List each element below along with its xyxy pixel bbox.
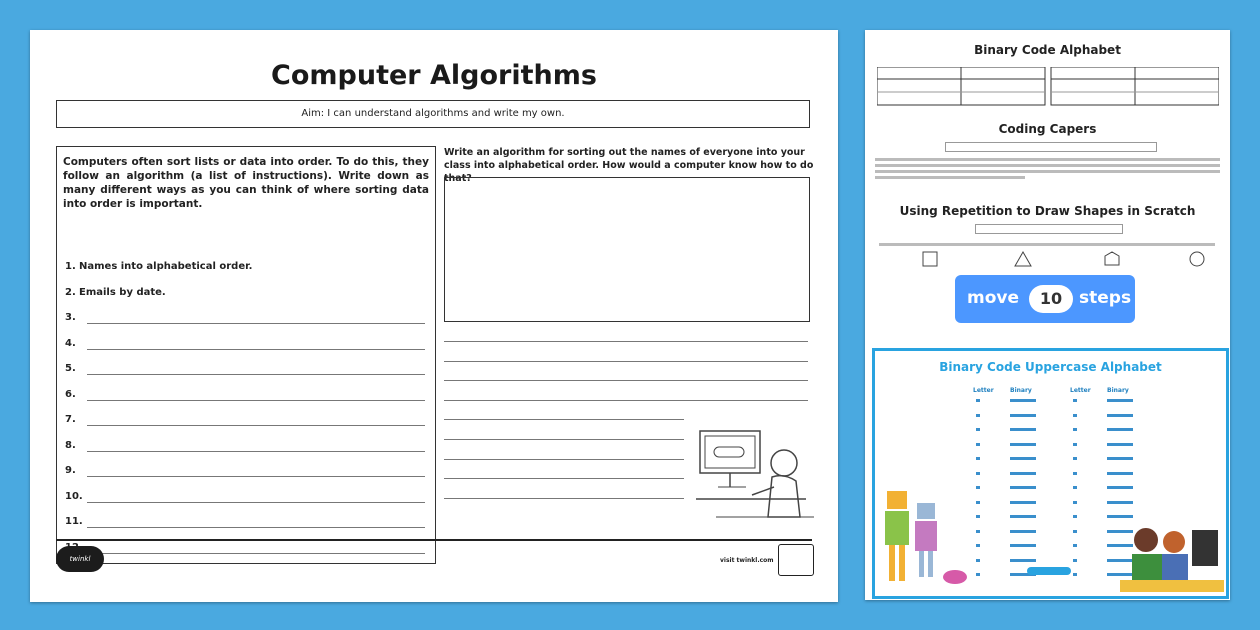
col-header-binary-1: Binary <box>1010 387 1032 394</box>
list-item-number: 5. <box>65 363 76 374</box>
binary-table-cell <box>976 414 980 417</box>
algorithm-answer-line[interactable] <box>444 380 808 381</box>
binary-table-cell <box>1073 457 1077 460</box>
binary-table-cell <box>1073 428 1077 431</box>
list-item-number: 9. <box>65 465 76 476</box>
binary-table-thumbnail <box>877 67 1219 107</box>
binary-table-cell <box>976 457 980 460</box>
aim-box: Aim: I can understand algorithms and write my own. <box>56 100 810 128</box>
binary-table-cell <box>976 472 980 475</box>
binary-table-cell <box>1010 472 1036 475</box>
binary-table-cell <box>1107 472 1133 475</box>
algorithm-answer-line[interactable] <box>444 439 684 440</box>
binary-table-cell <box>1010 501 1036 504</box>
list-item-number: 1. <box>65 261 76 272</box>
binary-alphabet-title: Binary Code Alphabet <box>974 43 1121 57</box>
binary-table-cell <box>1073 559 1077 562</box>
col-header-binary-2: Binary <box>1107 387 1129 394</box>
list-item-number: 4. <box>65 337 76 349</box>
binary-table-cell <box>1073 443 1077 446</box>
footer-url: visit twinkl.com <box>720 557 774 564</box>
col-header-letter-1: Letter <box>973 387 994 394</box>
binary-table-cell <box>976 573 980 576</box>
footer-divider <box>56 539 812 541</box>
answer-line-input[interactable] <box>87 400 425 401</box>
algorithm-answer-line[interactable] <box>444 400 808 401</box>
binary-table-cell <box>1107 486 1133 489</box>
binary-table-cell <box>1107 414 1133 417</box>
binary-table-cell <box>1010 399 1036 402</box>
list-item-number: 8. <box>65 439 76 451</box>
binary-table-cell <box>1010 530 1036 533</box>
binary-table-cell <box>976 486 980 489</box>
algorithm-answer-line[interactable] <box>444 361 808 362</box>
steps-word: steps <box>1079 288 1132 308</box>
binary-table-cell <box>1107 501 1133 504</box>
move-steps-block[interactable] <box>955 275 1135 323</box>
footer-badge-icon <box>778 544 814 576</box>
preview-stack <box>865 30 1230 600</box>
binary-table-cell <box>1010 414 1036 417</box>
binary-table-cell <box>1073 501 1077 504</box>
coding-capers-preview[interactable] <box>865 110 1230 187</box>
algorithm-prompt: Write an algorithm for sorting out the names of everyone into your class into alphabetical order. How would a computer know how to do that? <box>444 147 814 184</box>
binary-table-cell <box>1010 443 1036 446</box>
worksheet-title: Computer Algorithms <box>271 60 597 91</box>
algorithm-answer-line[interactable] <box>444 498 684 499</box>
binary-table-cell <box>1073 414 1077 417</box>
footer-logo-icon <box>1027 567 1071 575</box>
list-item-number: 7. <box>65 414 76 425</box>
algorithm-answer-line[interactable] <box>444 341 808 342</box>
coding-capers-title: Coding Capers <box>998 122 1097 136</box>
uppercase-alphabet-preview[interactable] <box>872 348 1229 599</box>
binary-table-cell <box>1073 530 1077 533</box>
child-at-computer-illustration <box>696 425 816 535</box>
algorithm-drawing-box[interactable] <box>444 177 810 322</box>
binary-table-cell <box>976 559 980 562</box>
binary-table-cell <box>1010 559 1036 562</box>
binary-table-cell <box>1107 443 1133 446</box>
binary-table-cell <box>976 544 980 547</box>
twinkl-logo: twinkl <box>56 546 104 572</box>
answer-line-input[interactable] <box>87 476 425 477</box>
list-item-number: 3. <box>65 312 76 323</box>
col-header-letter-2: Letter <box>1070 387 1091 394</box>
shape-icons-row <box>875 250 1220 268</box>
answer-line-input[interactable] <box>87 527 425 528</box>
answer-line-input[interactable] <box>87 425 425 426</box>
answer-line-input[interactable] <box>87 502 425 503</box>
list-item-text: Names into alphabetical order. <box>79 261 253 272</box>
binary-table-cell <box>1107 457 1133 460</box>
list-item-text: Emails by date. <box>79 286 166 298</box>
algorithm-answer-line[interactable] <box>444 459 684 460</box>
algorithm-answer-line[interactable] <box>444 419 684 420</box>
binary-table-cell <box>976 428 980 431</box>
move-word: move <box>967 288 1020 308</box>
steps-value[interactable]: 10 <box>1029 285 1073 313</box>
binary-table-cell <box>976 399 980 402</box>
robot-illustration <box>881 481 971 591</box>
worksheet-main <box>30 30 838 602</box>
binary-table-cell <box>1107 399 1133 402</box>
binary-table-cell <box>1073 544 1077 547</box>
algorithm-answer-line[interactable] <box>444 478 684 479</box>
binary-alphabet-preview[interactable] <box>865 30 1230 111</box>
binary-table-cell <box>1010 457 1036 460</box>
answer-line-input[interactable] <box>87 553 425 554</box>
list-item-number: 6. <box>65 388 76 400</box>
binary-table-cell <box>1010 544 1036 547</box>
binary-table-cell <box>1073 573 1077 576</box>
answer-line-input[interactable] <box>87 374 425 375</box>
scratch-shapes-title: Using Repetition to Draw Shapes in Scratch <box>899 204 1196 218</box>
answer-line-input[interactable] <box>87 349 425 350</box>
binary-table-cell <box>1010 515 1036 518</box>
binary-table-cell <box>1107 428 1133 431</box>
binary-table-cell <box>1073 472 1077 475</box>
binary-table-cell <box>1073 399 1077 402</box>
binary-table-cell <box>1073 515 1077 518</box>
binary-table-cell <box>976 515 980 518</box>
binary-table-cell <box>1073 486 1077 489</box>
intro-text: Computers often sort lists or data into order. To do this, they follow an algorithm (a list of instructions). Write down as many different ways as you can think of where sorting data into order is important. <box>63 156 429 210</box>
binary-table-cell <box>1010 428 1036 431</box>
list-item-number: 11. <box>65 516 83 527</box>
scratch-shapes-preview[interactable] <box>865 186 1230 270</box>
binary-table-cell <box>976 530 980 533</box>
answer-line-input[interactable] <box>87 323 425 324</box>
list-item-number: 2. <box>65 286 76 298</box>
binary-table-cell <box>976 443 980 446</box>
binary-table-cell <box>976 501 980 504</box>
sorting-list-box <box>56 146 436 564</box>
uppercase-alphabet-title: Binary Code Uppercase Alphabet <box>939 360 1162 374</box>
binary-table-cell <box>1010 486 1036 489</box>
children-at-computer-illustration <box>1120 516 1224 592</box>
answer-line-input[interactable] <box>87 451 425 452</box>
list-item-number: 10. <box>65 490 83 502</box>
